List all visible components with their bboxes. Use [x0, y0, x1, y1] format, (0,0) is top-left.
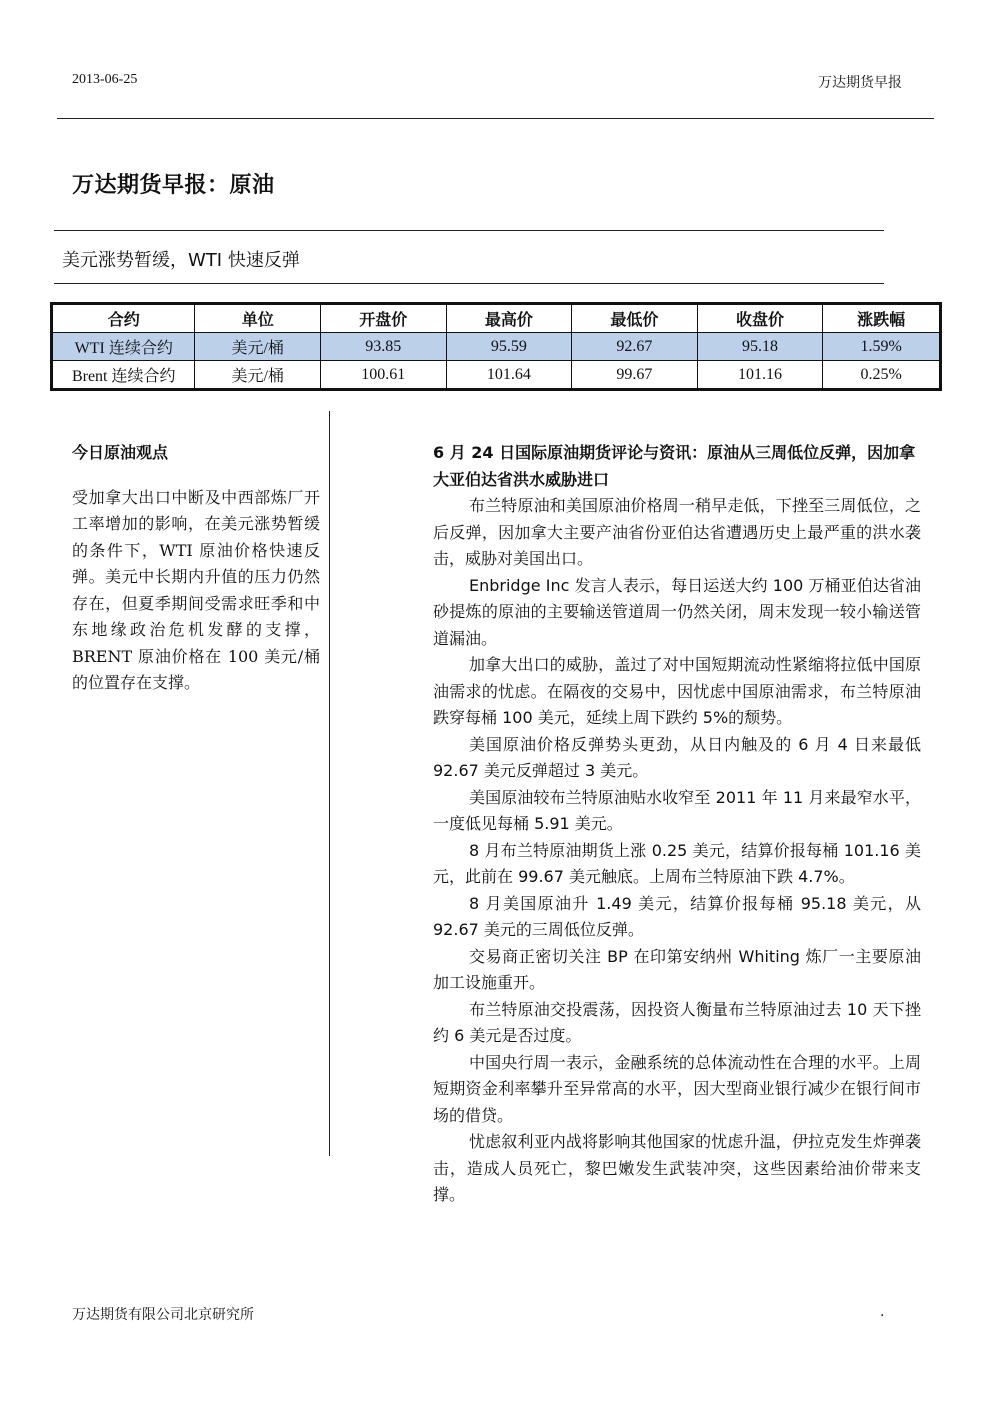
- header-brand: 万达期货早报: [818, 75, 902, 91]
- table-cell: 101.16: [697, 361, 823, 390]
- table-row: [52, 361, 941, 390]
- table-cell: 95.18: [697, 333, 823, 361]
- news-paragraph: 忧虑叙利亚内战将影响其他国家的忧虑升温，伊拉克发生炸弹袭击，造成人员死亡，黎巴嫩发生武装冲突，这些因素给油价带来支撑。: [433, 1132, 921, 1204]
- table-cell: 95.59: [446, 333, 572, 361]
- news-paragraph: Enbridge Inc 发言人表示，每日运送大约 100 万桶亚伯达省油砂提炼的原油的主要输送管道周一仍然关闭，周末发现一较小输送管道漏油。: [433, 575, 921, 648]
- news-paragraph: 交易商正密切关注 BP 在印第安纳州 Whiting 炼厂一主要原油加工设施重开。: [433, 946, 921, 992]
- column-header: 开盘价: [320, 304, 446, 333]
- footer-mark: .: [880, 1304, 885, 1320]
- table-cell: 92.67: [572, 333, 698, 361]
- column-header: 收盘价: [697, 304, 823, 333]
- news-paragraph: 美国原油价格反弹势头更劲，从日内触及的 6 月 4 日来最低 92.67 美元反弹超过 3 美元。: [433, 734, 921, 780]
- table-cell: 0.25%: [823, 361, 941, 390]
- column-divider: [329, 411, 330, 1156]
- page-subtitle: 美元涨势暂缓，WTI 快速反弹: [62, 250, 300, 271]
- table-header-row: [52, 304, 941, 333]
- news-column: [433, 440, 921, 1209]
- column-header: 最低价: [572, 304, 698, 333]
- table-cell: 美元/桶: [195, 333, 320, 361]
- subtitle-bottom-divider: [54, 283, 884, 284]
- subtitle-top-divider: [54, 230, 884, 231]
- table-cell: 1.59%: [823, 333, 941, 361]
- news-paragraph: 美国原油较布兰特原油贴水收窄至 2011 年 11 月来最窄水平，一度低见每桶 5.91 美元。: [433, 787, 921, 833]
- table-row: [52, 333, 941, 361]
- price-table: [50, 302, 942, 391]
- outlook-heading: 今日原油观点: [72, 443, 169, 462]
- outlook-column: [72, 440, 320, 697]
- news-heading: 6 月 24 日国际原油期货评论与资讯：原油从三周低位反弹，因加拿大亚伯达省洪水威胁进口: [433, 443, 916, 489]
- footer-organization: 万达期货有限公司北京研究所: [72, 1307, 254, 1323]
- news-paragraph: 8 月美国原油升 1.49 美元，结算价报每桶 95.18 美元，从 92.67 美元的三周低位反弹。: [433, 893, 921, 939]
- report-date: 2013-06-25: [72, 72, 138, 87]
- news-paragraph: 加拿大出口的威胁，盖过了对中国短期流动性紧缩将拉低中国原油需求的忧虑。在隔夜的交易中，因忧虑中国原油需求，布兰特原油跌穿每桶 100 美元，延续上周下跌约 5%的颓势。: [433, 655, 921, 727]
- page-title: 万达期货早报：原油: [72, 173, 275, 198]
- table-cell: 93.85: [320, 333, 446, 361]
- news-paragraph: 布兰特原油交投震荡，因投资人衡量布兰特原油过去 10 天下挫约 6 美元是否过度。: [433, 999, 921, 1045]
- news-paragraph: 布兰特原油和美国原油价格周一稍早走低，下挫至三周低位，之后反弹，因加拿大主要产油省份亚伯达省遭遇历史上最严重的洪水袭击，威胁对美国出口。: [433, 496, 921, 568]
- table-cell: 99.67: [572, 361, 698, 390]
- column-header: 最高价: [446, 304, 572, 333]
- news-paragraph: 8 月布兰特原油期货上涨 0.25 美元，结算价报每桶 101.16 美元，此前在 99.67 美元触底。上周布兰特原油下跌 4.7%。: [433, 840, 921, 886]
- column-header: 涨跌幅: [823, 304, 941, 333]
- table-cell: Brent 连续合约: [52, 361, 195, 390]
- table-cell: 美元/桶: [195, 361, 320, 390]
- news-paragraph: 中国央行周一表示，金融系统的总体流动性在合理的水平。上周短期资金利率攀升至异常高的水平，因大型商业银行减少在银行间市场的借贷。: [433, 1052, 921, 1125]
- table-cell: 101.64: [446, 361, 572, 390]
- column-header: 合约: [52, 304, 195, 333]
- outlook-body: 受加拿大出口中断及中西部炼厂开工率增加的影响，在美元涨势暂缓的条件下，WTI 原油价格快速反弹。美元中长期内升值的压力仍然存在，但夏季期间受需求旺季和中东地缘政治危机发酵的支撑，BRENT 原油价格在 100 美元/桶的位置存在支撑。: [72, 487, 320, 692]
- table-cell: WTI 连续合约: [52, 333, 195, 361]
- column-header: 单位: [195, 304, 320, 333]
- header-divider: [57, 118, 934, 119]
- table-cell: 100.61: [320, 361, 446, 390]
